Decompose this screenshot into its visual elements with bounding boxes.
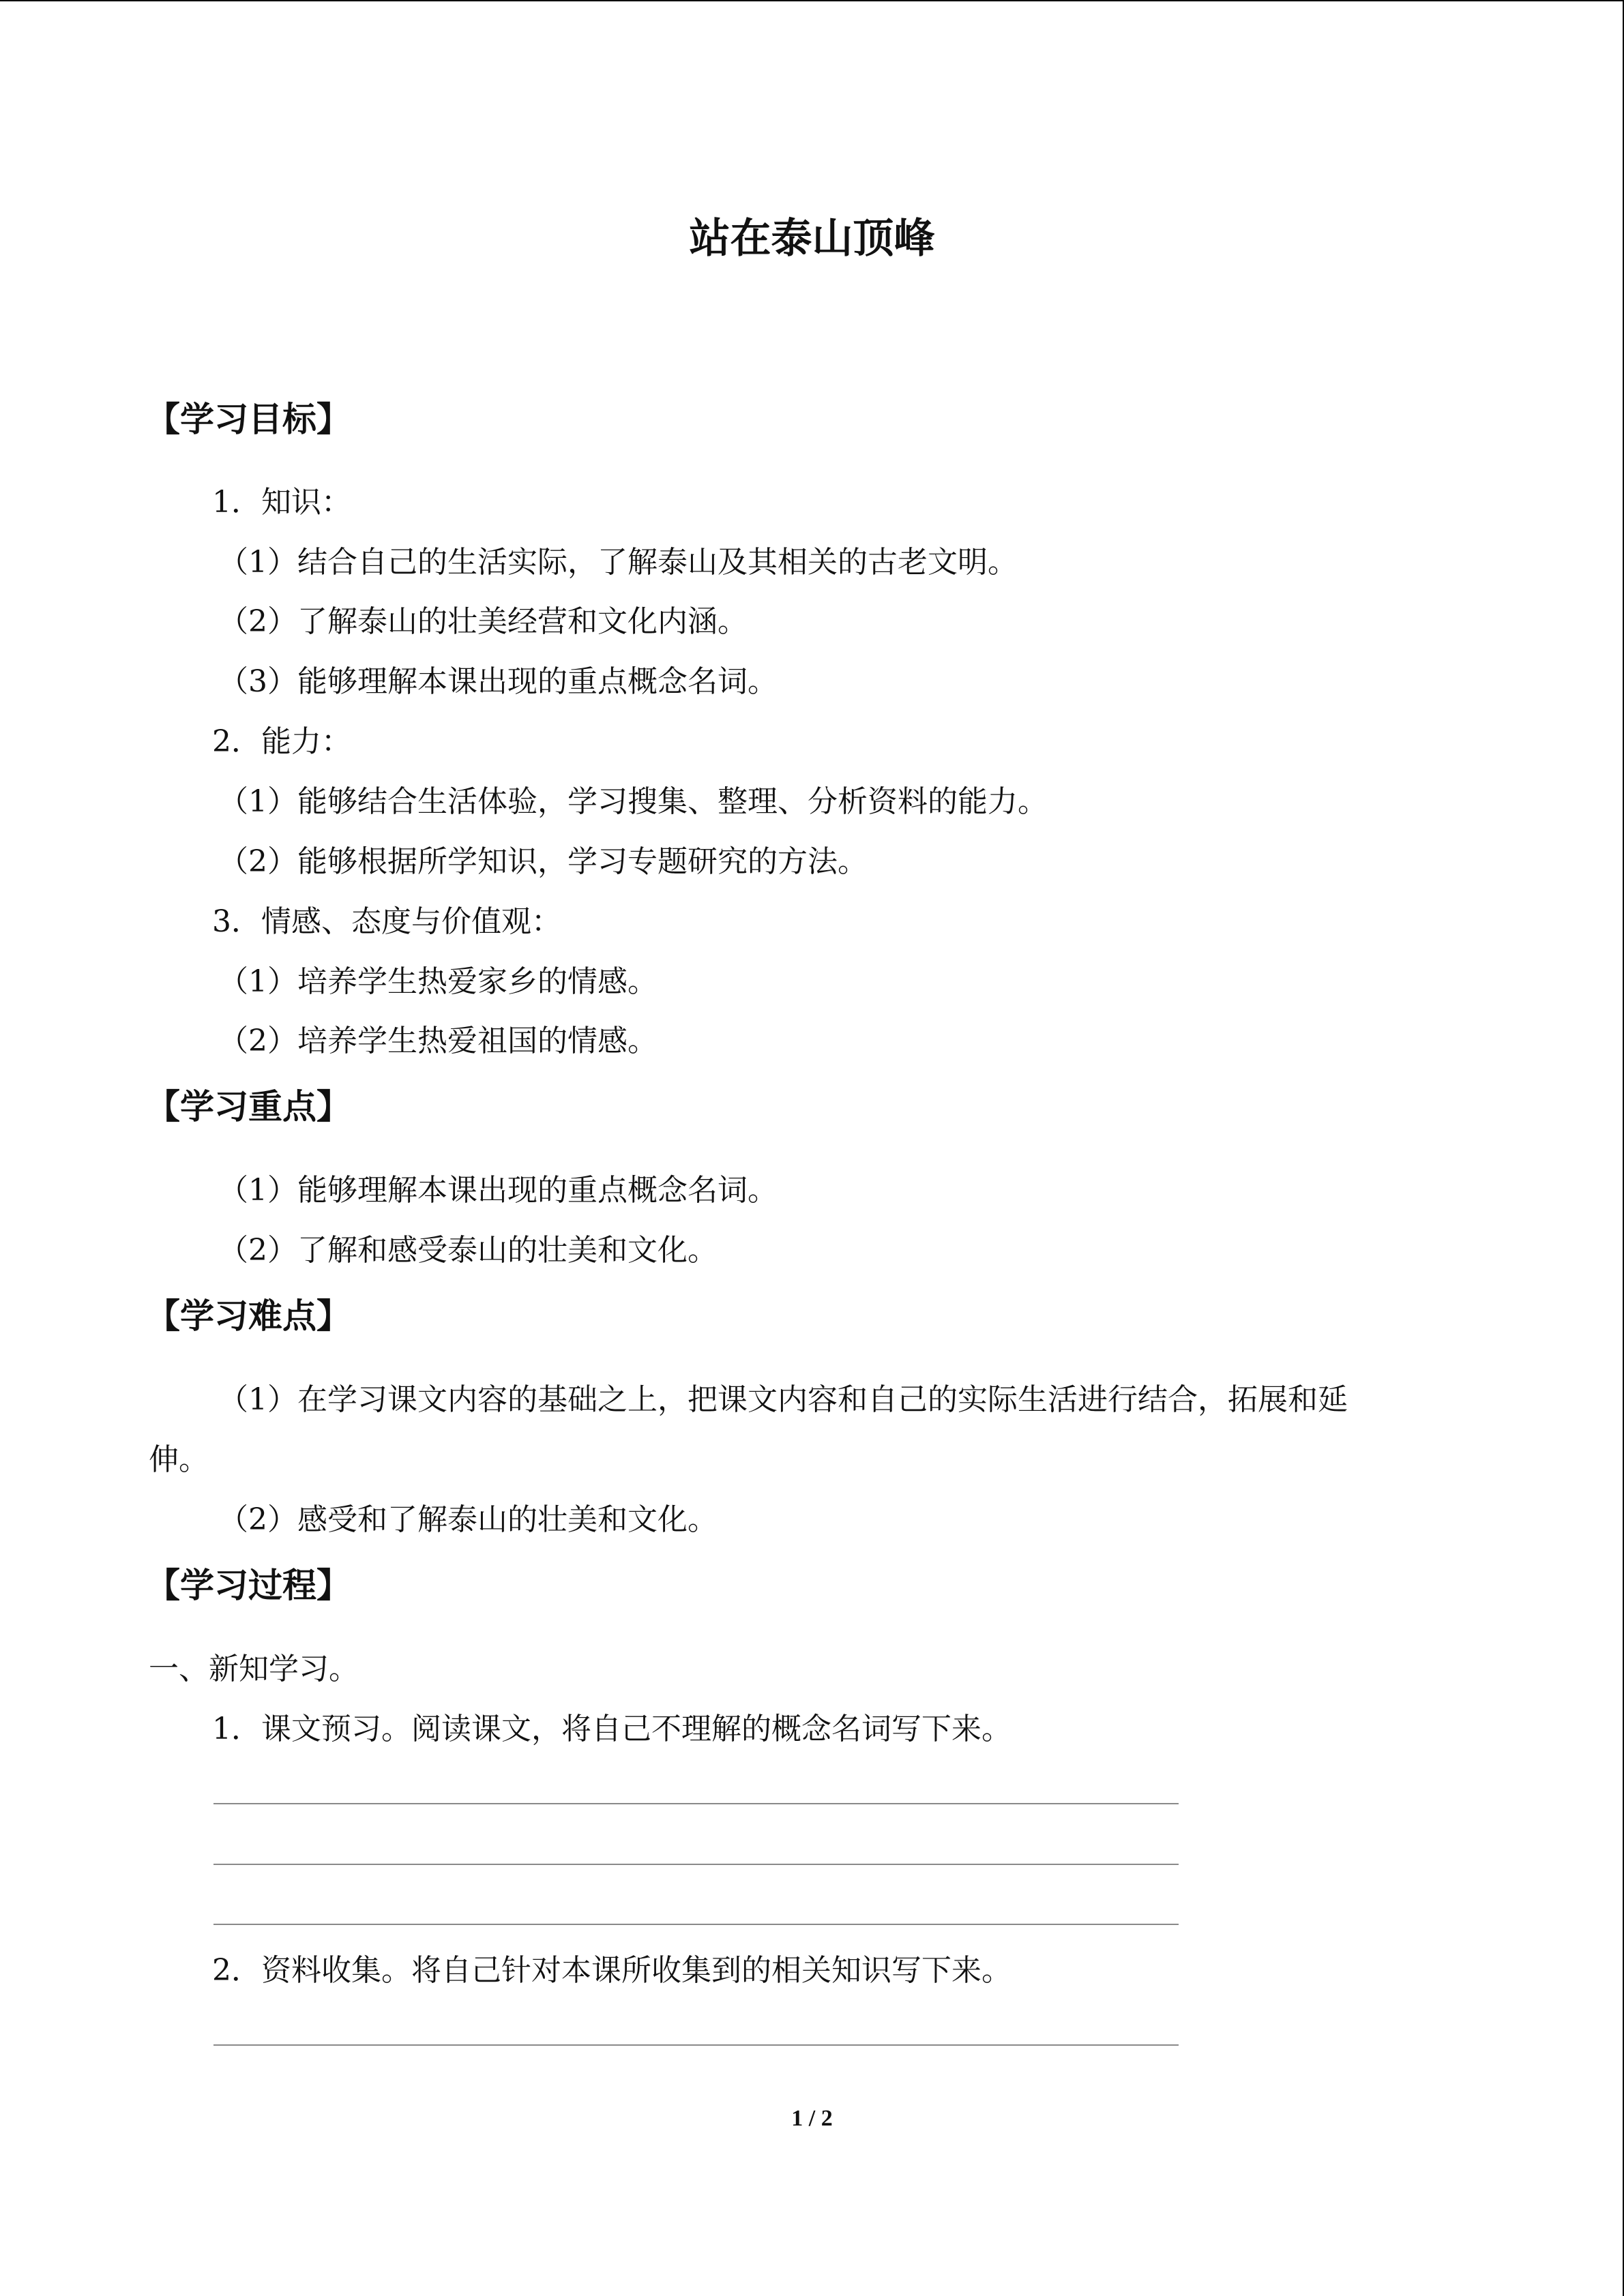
difficulty-item-continuation: 伸。 xyxy=(149,1442,209,1477)
difficulty-item: （1）在学习课文内容的基础之上，把课文内容和自己的实际生活进行结合，拓展和延 xyxy=(218,1382,1348,1417)
knowledge-item: （1）结合自己的生活实际，了解泰山及其相关的古老文明。 xyxy=(218,545,1018,580)
heading-key-points: 【学习重点】 xyxy=(146,1087,351,1127)
knowledge-item: （2）了解泰山的壮美经营和文化内涵。 xyxy=(218,604,748,639)
document-title: 站在泰山顶峰 xyxy=(689,215,935,263)
task-2: 2．资料收集。将自己针对本课所收集到的相关知识写下来。 xyxy=(212,1953,1012,1988)
answer-line[interactable] xyxy=(213,1864,1179,1865)
heading-learning-process: 【学习过程】 xyxy=(146,1566,351,1605)
answer-line[interactable] xyxy=(213,2044,1179,2046)
emotion-label: 3．情感、态度与价值观： xyxy=(212,904,561,939)
page-number: 1 / 2 xyxy=(791,2106,833,2131)
emotion-item: （1）培养学生热爱家乡的情感。 xyxy=(218,964,658,999)
answer-line[interactable] xyxy=(213,1924,1179,1925)
task-1: 1．课文预习。阅读课文，将自己不理解的概念名词写下来。 xyxy=(212,1712,1012,1746)
answer-line[interactable] xyxy=(213,1803,1179,1804)
emotion-item: （2）培养学生热爱祖国的情感。 xyxy=(218,1024,658,1058)
heading-learning-objectives: 【学习目标】 xyxy=(146,400,351,439)
part-label: 一、新知学习。 xyxy=(149,1652,359,1686)
difficulty-item: （2）感受和了解泰山的壮美和文化。 xyxy=(218,1502,718,1537)
knowledge-label: 1．知识： xyxy=(212,485,351,520)
ability-item: （2）能够根据所学知识，学习专题研究的方法。 xyxy=(218,844,868,879)
ability-item: （1）能够结合生活体验，学习搜集、整理、分析资料的能力。 xyxy=(218,784,1048,819)
ability-label: 2．能力： xyxy=(212,724,351,759)
knowledge-item: （3）能够理解本课出现的重点概念名词。 xyxy=(218,664,778,699)
key-point-item: （1）能够理解本课出现的重点概念名词。 xyxy=(218,1173,778,1208)
heading-difficulties: 【学习难点】 xyxy=(146,1296,351,1336)
key-point-item: （2）了解和感受泰山的壮美和文化。 xyxy=(218,1233,718,1268)
